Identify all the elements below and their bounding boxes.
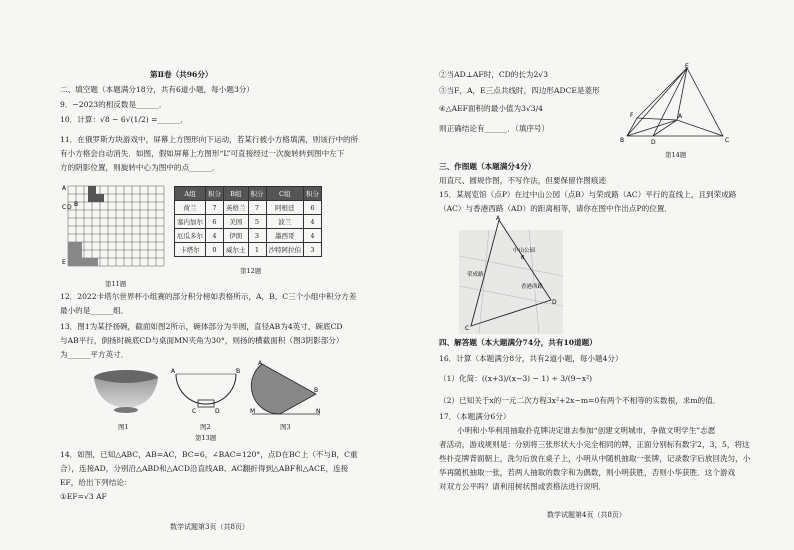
label-c: C <box>725 137 730 144</box>
q14-conclusion-2: ②当AD⊥AF时，CD的长为2√3 <box>439 70 549 79</box>
question-14-line2: 合），连接AD，分别沿△ABD和△ACD沿直线AB、AC翻折得到△ABF和△ACE，连接 <box>60 464 349 473</box>
question-16-header: 16．计算（本题满分8分，共有2道小题，每小题4分） <box>439 354 623 363</box>
label-f: F <box>630 112 634 119</box>
map-park-label: 中山公园 <box>513 248 536 254</box>
question-13-line3: 为______平方英寸． <box>60 350 129 359</box>
map-rongcheng-road: 荣成路 <box>467 272 484 278</box>
question-11-line1: 11．在俄罗斯方块游戏中，屏幕上方图形向下运动，若某行被小方格填满，则该行中的所 <box>60 135 359 144</box>
table-row <box>175 201 322 215</box>
table-cell: 阿根廷 <box>266 201 304 215</box>
grid-label-e: E <box>62 259 66 266</box>
q10-label: 10．计算： <box>60 115 101 124</box>
map-label-c: C <box>465 325 470 332</box>
table-cell: 6 <box>206 215 224 229</box>
section3-header: 三、作图题（本题满分4分） <box>439 162 536 171</box>
table-cell: 4 <box>304 215 322 229</box>
table-cell: 塞内加尔 <box>175 215 206 229</box>
table-cell: 0 <box>206 243 224 257</box>
table-cell: 荷兰 <box>175 201 206 215</box>
q14-conclusion-1: ①EF=√3 AF <box>60 492 107 501</box>
table-header-cell: C组 <box>266 187 304 201</box>
table-cell: 威尔士 <box>224 243 249 257</box>
label-d: D <box>215 408 220 415</box>
grid-label-b: B <box>74 201 79 208</box>
label-m: M <box>250 408 256 415</box>
q14-answer-line: 则正确结论有______．（填序号） <box>439 124 550 133</box>
table-cell: 美国 <box>224 215 249 229</box>
label-a: A <box>678 113 683 120</box>
table-row <box>175 215 322 229</box>
table-cell: 卡塔尔 <box>175 243 206 257</box>
question-13-line1: 13．图1为某抒扬碗，截面如图2所示，碗体部分为半圆，直径AB为4英寸，碗底CD <box>60 322 343 331</box>
left-page-footer: 数学试题第3页（共8页） <box>170 523 249 531</box>
q10-blank: ______． <box>157 115 188 124</box>
label-d: D <box>651 139 656 146</box>
table-cell: 波兰 <box>266 215 304 229</box>
label-b: B <box>314 387 319 394</box>
table-header-row <box>175 187 322 201</box>
label-a: A <box>258 360 263 367</box>
question-17-line3: 些扑克牌背面朝上，洗匀后放在桌子上，小明从中随机抽取一张牌，记录数字后放回洗匀，小 <box>439 454 751 463</box>
section2-header: 二、填空题（本题满分18分，共有6道小题，每小题3分） <box>60 85 254 94</box>
fig13-sub-3: 图3 <box>280 423 291 431</box>
table-cell: 4 <box>304 229 322 243</box>
table-cell: 7 <box>206 201 224 215</box>
label-n: N <box>316 408 321 415</box>
fig14-caption: 第14题 <box>665 151 687 159</box>
right-page <box>397 0 794 550</box>
question-11-line2: 有小方格会自动消失．如图，假如屏幕上方图形“L”可直接经过一次旋转转到图中左下 <box>60 149 345 158</box>
table-cell: 6 <box>304 201 322 215</box>
section3-instructions: 用直尺、圆规作图，不写作法，但要保留作图痕迹 <box>439 176 607 185</box>
table-cell: 英格兰 <box>224 201 249 215</box>
triangle-fold-figure <box>617 62 737 146</box>
grid-label-c: C <box>62 204 67 211</box>
table-row <box>175 229 322 243</box>
question-15-line1: 15．某展览馆（点P）在过中山公园（点B）与荣成路（AC）平行的直线上，且到荣成路 <box>439 190 737 199</box>
question-9: 9．−2023的相反数是______． <box>60 100 167 109</box>
table-header-cell: 积分 <box>206 187 224 201</box>
fig13-sub-1: 图1 <box>118 423 129 431</box>
question-16-2: （2）已知关于x的一元二次方程3x²+2x−m=0有两个不相等的实数根，求m的值． <box>439 396 721 405</box>
question-17-line5: 对双方公平吗？请利用树状图或表格法进行说明． <box>439 482 607 491</box>
grid-label-a: A <box>62 185 67 192</box>
q16-1-expression: ((x+3)/(x−3) − 1) ÷ 3/(9−x²) <box>481 374 593 383</box>
grid-label-d: D <box>67 204 72 211</box>
table-cell: 伊朗 <box>224 229 249 243</box>
part-title: 第Ⅱ卷（共96分） <box>150 70 213 79</box>
table-cell: 4 <box>206 229 224 243</box>
question-17-line1: 小明和小华利用抽取扑克牌决定谁去参加“创建文明城市，争做文明学生”志愿 <box>457 426 716 435</box>
fig13-caption: 第13题 <box>195 434 217 442</box>
q16-1-label: （1）化简： <box>439 374 482 383</box>
bowl-photo <box>90 366 162 414</box>
table-cell: 1 <box>248 243 266 257</box>
table-header-cell: 积分 <box>304 187 322 201</box>
question-12-line1: 12．2022卡塔尔世界杯小组赛的部分积分榜如表格所示，A，B，C三个小组中积分方差 <box>60 292 357 301</box>
q14-conclusion-4: ④△AEF面积的最小值为3√3/4 <box>439 104 543 113</box>
map-xianggang-road: 香港西路 <box>521 284 544 290</box>
table-row <box>175 243 322 257</box>
question-11-line3: 方的阴影位置，则旋转中心为图中的点______． <box>60 163 220 172</box>
fig12-caption: 第12题 <box>240 267 262 275</box>
fig13-sub-2: 图2 <box>200 423 211 431</box>
table-header-cell: A组 <box>175 187 206 201</box>
table-cell: 7 <box>248 201 266 215</box>
map-label-d: D <box>552 299 557 306</box>
q10-expression: √8 − 6√(1/2) = <box>100 115 158 124</box>
section4-header: 四、解答题（本大题满分74分，共有10道题） <box>439 338 597 347</box>
map-label-b: B <box>521 255 525 261</box>
table-cell: 5 <box>248 215 266 229</box>
question-14-line1: 14．如图，已知△ABC，AB=AC，BC=6，∠BAC=120°，点D在BC上（不与B，C重 <box>60 450 358 459</box>
map-label-a: A <box>496 215 501 222</box>
table-header-cell: B组 <box>224 187 249 201</box>
label-a: A <box>171 368 176 375</box>
question-10 <box>60 115 188 125</box>
right-page-footer: 数学试题第4页（共8页） <box>547 511 626 519</box>
tetris-grid-figure <box>62 184 166 274</box>
question-17-header: 17．（本题满分6分） <box>439 412 511 421</box>
fig11-caption: 第11题 <box>105 280 127 288</box>
q14-conclusion-3: ③当F，A，E三点共线时，四边形ADCE是菱形 <box>439 86 600 95</box>
standings-table <box>174 186 322 257</box>
table-cell: 厄瓜多尔 <box>175 229 206 243</box>
question-16-1 <box>439 374 592 384</box>
tilted-bowl-figure <box>250 360 322 420</box>
shaded-l-shape <box>68 242 82 266</box>
question-17-line2: 者活动，游戏规则是：分别将三张形状大小完全相同的牌，正面分别标有数字2，3，5，将这 <box>439 440 750 449</box>
table-cell: 3 <box>304 243 322 257</box>
label-b: B <box>620 137 625 144</box>
question-13-line2: 与AB平行，倒扬时碗底CD与桌面MN夹角为30°，则扬的横截面积（图3阴影部分） <box>60 336 344 345</box>
table-cell: 沙特阿拉伯 <box>266 243 304 257</box>
label-e: E <box>685 63 689 70</box>
label-b: B <box>236 368 241 375</box>
question-12-line2: 最小的是______组． <box>60 306 129 315</box>
question-17-line4: 华再随机抽取一张，若两人抽取的数字和为偶数，则小明获胜，否则小华获胜．这个游戏 <box>439 468 736 477</box>
table-cell: 墨西哥 <box>266 229 304 243</box>
city-map-figure <box>459 216 563 334</box>
label-c: C <box>192 408 197 415</box>
table-header-cell: 积分 <box>248 187 266 201</box>
bowl-cross-section <box>170 364 242 416</box>
question-14-line3: EF，给出下列结论： <box>60 478 132 487</box>
table-cell: 3 <box>248 229 266 243</box>
question-15-line2: （AC）与香港西路（AD）的距离相等，请你在图中作出点P的位置． <box>439 204 673 213</box>
